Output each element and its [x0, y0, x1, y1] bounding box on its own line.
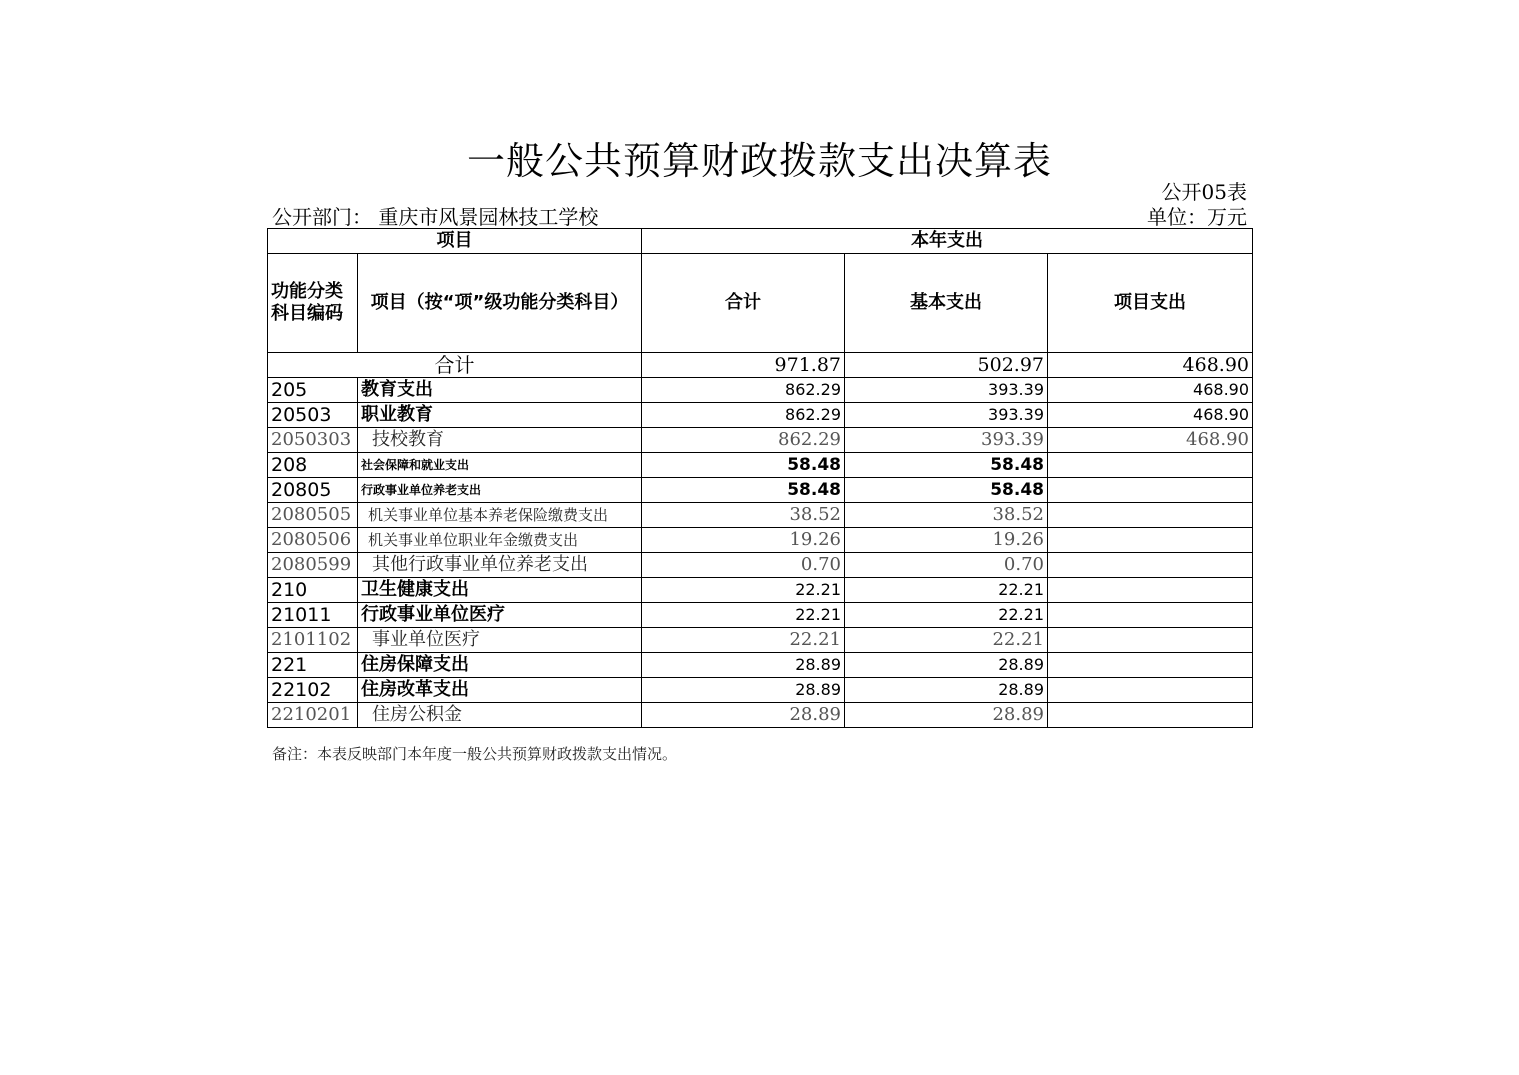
row-project: 468.90 — [1048, 428, 1253, 453]
row-project — [1048, 478, 1253, 503]
row-code: 2080599 — [268, 553, 358, 578]
row-project — [1048, 628, 1253, 653]
header-func-name: 项目（按“项”级功能分类科目） — [358, 254, 642, 353]
row-code: 210 — [268, 578, 358, 603]
unit-label: 单位：万元 — [1147, 205, 1247, 229]
table-row — [268, 703, 1253, 728]
header-basic: 基本支出 — [845, 254, 1048, 353]
row-basic: 58.48 — [845, 478, 1048, 503]
row-basic: 22.21 — [845, 603, 1048, 628]
table-row — [268, 678, 1253, 703]
row-name: 住房公积金 — [358, 703, 642, 728]
row-name: 机关事业单位职业年金缴费支出 — [358, 528, 642, 553]
table-row — [268, 503, 1253, 528]
table-row — [268, 528, 1253, 553]
row-project — [1048, 703, 1253, 728]
row-basic: 22.21 — [845, 578, 1048, 603]
row-name: 事业单位医疗 — [358, 628, 642, 653]
row-basic: 38.52 — [845, 503, 1048, 528]
row-total: 0.70 — [642, 553, 845, 578]
row-basic: 393.39 — [845, 403, 1048, 428]
row-basic: 28.89 — [845, 678, 1048, 703]
row-code: 20503 — [268, 403, 358, 428]
row-total: 58.48 — [642, 453, 845, 478]
row-total: 28.89 — [642, 703, 845, 728]
department-label: 公开部门： 重庆市风景园林技工学校 — [272, 205, 599, 229]
row-project — [1048, 528, 1253, 553]
row-total: 22.21 — [642, 578, 845, 603]
row-name: 其他行政事业单位养老支出 — [358, 553, 642, 578]
row-code: 208 — [268, 453, 358, 478]
row-basic: 0.70 — [845, 553, 1048, 578]
row-code: 2050303 — [268, 428, 358, 453]
total-row-basic: 502.97 — [845, 353, 1048, 378]
row-total: 22.21 — [642, 628, 845, 653]
row-total: 22.21 — [642, 603, 845, 628]
row-basic: 22.21 — [845, 628, 1048, 653]
table-row — [268, 603, 1253, 628]
row-code: 20805 — [268, 478, 358, 503]
row-code: 2101102 — [268, 628, 358, 653]
row-basic: 28.89 — [845, 653, 1048, 678]
total-row-project: 468.90 — [1048, 353, 1253, 378]
total-row-total: 971.87 — [642, 353, 845, 378]
row-name: 住房保障支出 — [358, 653, 642, 678]
page-title: 一般公共预算财政拨款支出决算表 — [466, 139, 1052, 183]
footnote: 备注：本表反映部门本年度一般公共预算财政拨款支出情况。 — [272, 745, 678, 763]
row-project — [1048, 653, 1253, 678]
row-code: 205 — [268, 378, 358, 403]
table-code: 公开05表 — [1161, 180, 1247, 204]
row-project: 468.90 — [1048, 403, 1253, 428]
header-total: 合计 — [642, 254, 845, 353]
row-total: 862.29 — [642, 403, 845, 428]
table-row — [268, 628, 1253, 653]
table-row — [268, 653, 1253, 678]
row-project — [1048, 678, 1253, 703]
header-item: 项目 — [268, 229, 642, 254]
row-total: 862.29 — [642, 378, 845, 403]
row-project — [1048, 453, 1253, 478]
row-total: 28.89 — [642, 653, 845, 678]
row-project — [1048, 603, 1253, 628]
row-total: 38.52 — [642, 503, 845, 528]
total-row-label: 合计 — [268, 353, 642, 378]
table-row — [268, 478, 1253, 503]
row-code: 221 — [268, 653, 358, 678]
row-name: 教育支出 — [358, 378, 642, 403]
row-name: 住房改革支出 — [358, 678, 642, 703]
row-total: 19.26 — [642, 528, 845, 553]
row-code: 2080505 — [268, 503, 358, 528]
table-row — [268, 403, 1253, 428]
row-name: 行政事业单位养老支出 — [358, 478, 642, 503]
row-basic: 28.89 — [845, 703, 1048, 728]
expenditure-table — [267, 228, 1253, 728]
row-name: 行政事业单位医疗 — [358, 603, 642, 628]
header-current-year: 本年支出 — [642, 229, 1253, 254]
row-name: 社会保障和就业支出 — [358, 453, 642, 478]
header-func-code: 功能分类科目编码 — [268, 254, 358, 353]
row-project — [1048, 578, 1253, 603]
table-row — [268, 428, 1253, 453]
row-code: 2080506 — [268, 528, 358, 553]
row-total: 28.89 — [642, 678, 845, 703]
row-basic: 58.48 — [845, 453, 1048, 478]
row-code: 21011 — [268, 603, 358, 628]
row-code: 22102 — [268, 678, 358, 703]
header-row-2 — [268, 254, 1253, 353]
row-name: 卫生健康支出 — [358, 578, 642, 603]
row-code: 2210201 — [268, 703, 358, 728]
row-basic: 393.39 — [845, 378, 1048, 403]
row-basic: 19.26 — [845, 528, 1048, 553]
row-project — [1048, 503, 1253, 528]
table-row — [268, 578, 1253, 603]
header-project: 项目支出 — [1048, 254, 1253, 353]
row-project: 468.90 — [1048, 378, 1253, 403]
row-total: 862.29 — [642, 428, 845, 453]
table-row — [268, 553, 1253, 578]
row-total: 58.48 — [642, 478, 845, 503]
table-row — [268, 378, 1253, 403]
row-basic: 393.39 — [845, 428, 1048, 453]
row-project — [1048, 553, 1253, 578]
row-name: 机关事业单位基本养老保险缴费支出 — [358, 503, 642, 528]
row-name: 职业教育 — [358, 403, 642, 428]
total-row — [268, 353, 1253, 378]
table-row — [268, 453, 1253, 478]
row-name: 技校教育 — [358, 428, 642, 453]
header-row-1 — [268, 229, 1253, 254]
